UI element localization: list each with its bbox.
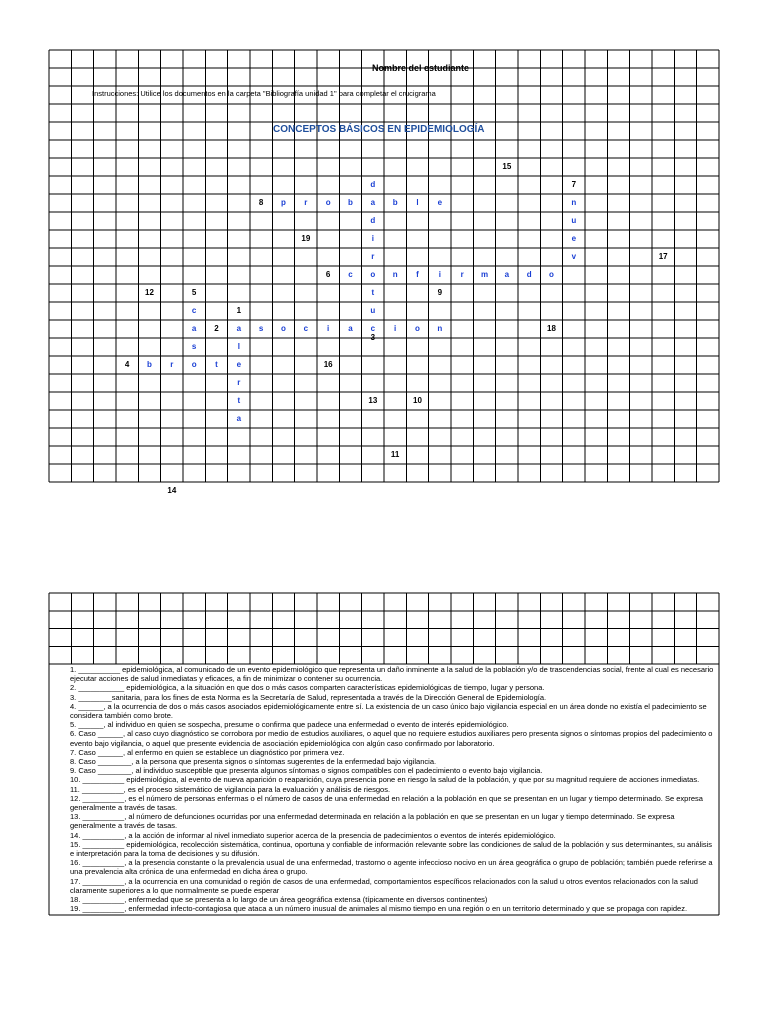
clue-number: 14	[167, 486, 177, 495]
crossword-letter: o	[549, 270, 554, 279]
clue-item: 5. ______, al individuo en quien se sospecha, presume o confirma que padece una enfermedad o evento de interés epidemiológico.	[70, 720, 509, 730]
crossword-letter: o	[281, 324, 286, 333]
crossword-letter: o	[370, 270, 376, 279]
crossword-letter: n	[437, 324, 443, 333]
crossword-letter: l	[237, 342, 240, 351]
crossword-letter: u	[571, 216, 577, 225]
crossword-letter: a	[370, 198, 376, 207]
clue-item: 11. __________, es el proceso sistemático de vigilancia para la evaluación y análisis de riesgos.	[70, 784, 391, 794]
crossword-letter: c	[303, 324, 309, 333]
instructions-text: Instrucciones: Utilice los documentos en la carpeta "Bibliografía unidad 1" para completar el crucigrama	[92, 89, 436, 98]
crossword-letter: c	[370, 324, 376, 333]
clue-item: 18. __________, enfermedad que se presenta a lo largo de un área geográfica extensa (típicamente en diversos continentes)	[70, 895, 488, 905]
crossword-letter: m	[480, 270, 489, 279]
crossword-letter: o	[191, 360, 197, 369]
clue-number: 17	[658, 252, 668, 261]
clue-number: 3	[370, 333, 376, 342]
crossword-letter: e	[437, 198, 443, 207]
crossword-letter: t	[215, 360, 218, 369]
clue-item: 19. __________, enfermedad infecto-contagiosa que ataca a un número inusual de animales al mismo tiempo en una región o en un territorio determinado y que se propaga con rapidez.	[70, 904, 688, 914]
clue-item: 8. Caso ________, a la persona que presenta signos o síntomas sugerentes de la enfermedad bajo vigilancia.	[70, 757, 437, 767]
clue-number: 4	[124, 360, 130, 369]
crossword-letter: t	[371, 288, 375, 297]
clue-item: 6. Caso ______, al caso cuyo diagnóstico se corrobora por medio de estudios auxiliares, o aquel que no requiere estudios auxiliares pero presenta signos o síntomas propios del padecimiento o evento bajo vigilancia, o aquel que presente evidencia de asociación epidemiológica con algún caso confirmado por laboratorio.	[70, 729, 713, 748]
clue-number: 13	[368, 396, 378, 405]
crossword-letter: r	[304, 198, 308, 207]
clue-item: 15. __________ epidemiológica, recolección sistemática, continua, oportuna y confiable de información relevante sobre las condiciones de salud de la población y sus determinantes, su análisis e interpretación para la toma de decisiones y su difusión.	[70, 839, 713, 859]
clue-number: 6	[325, 270, 331, 279]
crossword-letter: c	[191, 306, 197, 315]
clue-number: 2	[214, 324, 219, 333]
clue-item: 10. __________ epidemiológica, al evento de nueva aparición o reaparición, cuya presencia pone en riesgo la salud de la población, y que por su magnitud requiere de acciones inmediatas.	[70, 775, 700, 785]
crossword-title: CONCEPTOS BÁSICOS EN EPIDEMIOLOGÍA	[273, 124, 485, 135]
crossword-letter: e	[236, 360, 242, 369]
clue-item: 1. __________ epidemiológica, al comunicado de un evento epidemiológico que representa un daño inminente a la salud de la población y/o de trascendencias social, frente al cual es necesario ejecutar acciones de salud inmediatas y eficaces, a fin de minimizar o contener su ocurrencia.	[70, 665, 714, 684]
crossword-letter: o	[415, 324, 420, 333]
crossword-letter: r	[371, 252, 375, 261]
clue-number: 11	[390, 450, 400, 459]
crossword-letter: u	[370, 306, 376, 315]
crossword-letter: r	[460, 270, 464, 279]
crossword-letter: o	[325, 198, 331, 207]
clue-item: 14. __________, a la acción de informar al nivel inmediato superior acerca de la presencia de padecimientos o eventos de interés epidemiológico.	[70, 830, 556, 840]
crossword-letter: i	[327, 324, 330, 333]
clue-item: 12. __________, es el número de personas enfermas o el número de casos de una enfermedad en relación a la población en que se presentan en un lugar y tiempo determinado. Se expresa generalmente a través de tasas.	[70, 793, 703, 813]
crossword-letter: d	[370, 180, 376, 189]
student-name-label: Nombre del estudiante	[372, 63, 470, 73]
clue-item: 7. Caso ______, al enfermo en quien se establece un diagnóstico por primera vez.	[70, 747, 345, 757]
crossword-letter: r	[170, 360, 174, 369]
crossword-letter: i	[394, 324, 397, 333]
clue-item: 4. ______, a la ocurrencia de dos o más casos asociados epidemiológicamente entre sí. La existencia de un caso único bajo vigilancia especial en un área donde no existía el padecimiento se considera también como brote.	[70, 701, 707, 721]
clue-item: 9. Caso ________, al individuo susceptible que presenta algunos síntomas o signos compatibles con el padecimiento o evento bajo vigilancia.	[70, 766, 543, 776]
crossword-letter: d	[526, 270, 532, 279]
crossword-letter: v	[571, 252, 577, 261]
crossword-letter: l	[416, 198, 419, 207]
crossword-letter: b	[348, 198, 353, 207]
crossword-letter: a	[236, 324, 242, 333]
crossword-letter: p	[281, 198, 286, 207]
clue-number: 9	[437, 288, 443, 297]
crossword-letter: i	[438, 270, 441, 279]
clue-number: 19	[301, 234, 311, 243]
clue-list	[70, 665, 718, 913]
clue-number: 1	[236, 306, 242, 315]
clue-item: 13. __________, al número de defunciones ocurridas por una enfermedad determinada en relación a la población en que se presentan en un lugar y tiempo determinado. Se expresa generalmente a través de tasas.	[70, 812, 675, 831]
crossword-letter: n	[571, 198, 577, 207]
crossword-letter: d	[370, 216, 376, 225]
crossword-letter: a	[504, 270, 510, 279]
clue-item: 16. __________, a la presencia constante o la prevalencia usual de una enfermedad, trastorno o agente infeccioso nocivo en un área geográfica o grupo de población; también puede referirse a una prevalencia alta crónica de una enfermedad en dicha área o grupo.	[70, 858, 713, 877]
crossword-letter: b	[392, 198, 398, 207]
clue-number: 10	[413, 396, 422, 405]
clue-item: 17. __________, a la ocurrencia en una comunidad o región de casos de una enfermedad, comportamientos específicos relacionados con la salud u otros eventos relacionados con la salud claramente superiores a lo que normalmente se puede esperar	[70, 876, 698, 895]
clue-item: 2. ___________ epidemiológica, a la situación en que dos o más casos comparten características epidemiológicas de tiempo, lugar y persona.	[70, 683, 545, 693]
clue-number: 12	[145, 288, 154, 297]
crossword-letter: i	[371, 234, 374, 243]
crossword-letter: a	[348, 324, 353, 333]
clue-number: 8	[258, 198, 264, 207]
crossword-letter: a	[236, 414, 242, 423]
clue-number: 7	[571, 180, 577, 189]
crossword-letter: f	[416, 270, 419, 279]
clue-number: 18	[547, 324, 556, 333]
crossword-letter: b	[147, 360, 152, 369]
crossword-letter: s	[191, 342, 197, 351]
clue-item: 3. ________sanitaria, para los fines de esta Norma es la Secretaría de Salud, representada a través de la Dirección General de Epidemiología.	[70, 692, 547, 702]
crossword-letter: e	[571, 234, 577, 243]
crossword-letter: t	[237, 396, 241, 405]
clue-number: 15	[502, 162, 512, 171]
crossword-letter: n	[392, 270, 398, 279]
crossword-letter: s	[258, 324, 264, 333]
crossword-letter: c	[348, 270, 353, 279]
crossword-letter: a	[191, 324, 197, 333]
clue-number: 16	[323, 360, 333, 369]
clue-number: 5	[191, 288, 197, 297]
crossword-letter: r	[237, 378, 241, 387]
